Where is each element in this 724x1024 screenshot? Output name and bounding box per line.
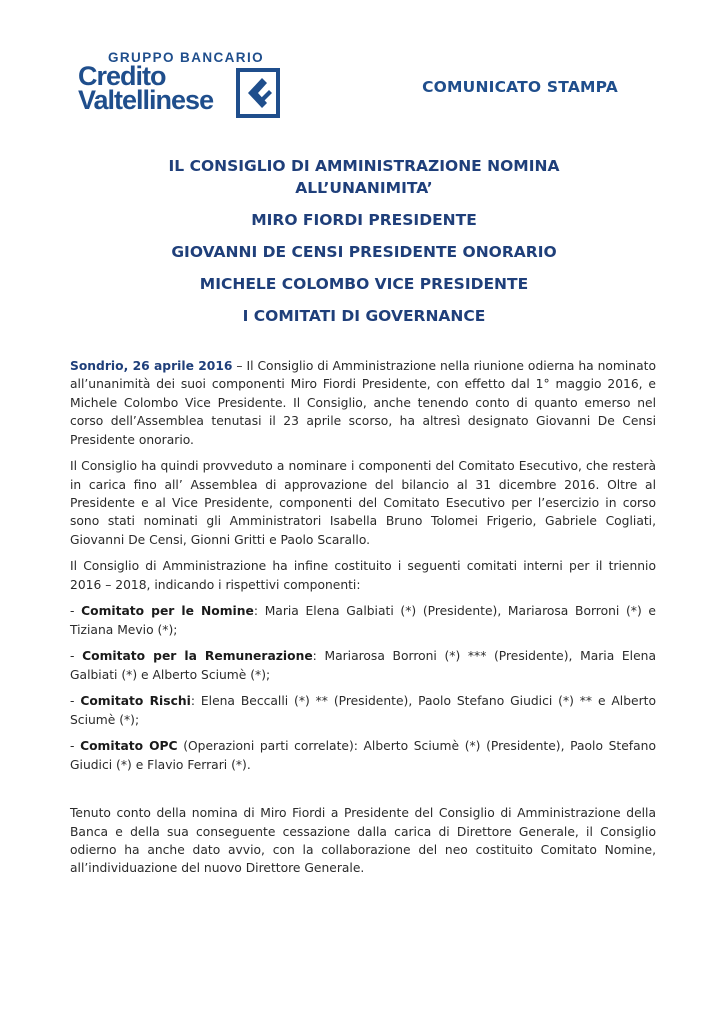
headline-line: I COMITATI DI GOVERNANCE [242,307,486,325]
headline-line: GIOVANNI DE CENSI PRESIDENTE ONORARIO [171,243,557,261]
paragraph [70,357,656,449]
logo-name-line1: Credito [78,61,166,91]
headline-line: ALL’UNANIMITA’ [295,179,433,197]
committee-name: Comitato OPC [80,739,178,754]
list-dash: - [70,694,81,709]
committee-members: : Elena Beccalli (*) ** (Presidente), Paolo Stefano Giudici (*) ** e Alberto Sciumè (*); [70,694,656,727]
headline-line: IL CONSIGLIO DI AMMINISTRAZIONE NOMINA [168,157,560,175]
press-release-label: COMUNICATO STAMPA [422,78,618,96]
committee-members: : Mariarosa Borroni (*) *** (Presidente), Maria Elena Galbiati (*) e Alberto Sciumè (*); [70,649,656,682]
committee-name: Comitato per la Remunerazione [82,649,313,664]
paragraph: Tenuto conto della nomina di Miro Fiordi a Presidente del Consiglio di Amministrazione della Banca e della sua conseguente cessazione dalla carica di Direttore Generale, il Consiglio odierno ha anche dato avvio, con la collaborazione del neo costituito Comitato Nomine, all’individuazione del nuovo Direttore Generale. [70,806,656,876]
list-dash: - [70,604,82,619]
committee-name: Comitato per le Nomine [81,604,254,619]
bank-logo [78,50,298,124]
headline-block [70,155,658,327]
headline-line: MICHELE COLOMBO VICE PRESIDENTE [199,275,529,293]
dateline: Sondrio, 26 aprile 2016 [70,359,233,373]
headline-line: MIRO FIORDI PRESIDENTE [251,211,477,229]
logo-bank-name [78,61,214,115]
committee-members: : Maria Elena Galbiati (*) (Presidente), Mariarosa Borroni (*) e Tiziana Mevio (*); [70,604,656,637]
logo-name-line2: Valtellinese [78,85,214,115]
paragraph: Il Consiglio di Amministrazione ha infine costituito i seguenti comitati interni per il triennio 2016 – 2018, indicando i rispettivi componenti: [70,559,656,592]
committee-item [70,602,656,639]
logo-group-label: GRUPPO BANCARIO [108,50,265,65]
logo-mark-icon [236,68,280,118]
list-dash: - [70,739,81,754]
committee-item [70,647,656,684]
committee-name: Comitato Rischi [80,694,191,709]
committee-item [70,737,656,774]
committee-item [70,692,656,729]
body-text [70,357,656,886]
paragraph: Il Consiglio ha quindi provveduto a nominare i componenti del Comitato Esecutivo, che resterà in carica fino all’ Assemblea di approvazione del bilancio al 31 dicembre 2016. Oltre al Presidente e al Vice Presidente, componenti del Comitato Esecutivo per l’esercizio in corso sono stati nominati gli Amministratori Isabella Bruno Tolomei Frigerio, Gabriele Cogliati, Giovanni De Censi, Gionni Gritti e Paolo Scarallo. [70,459,656,547]
paragraph-text: – Il Consiglio di Amministrazione nella riunione odierna ha nominato all’unanimità dei suoi componenti Miro Fiordi Presidente, con effetto dal 1° maggio 2016, e Michele Colombo Vice Presidente. Il Consiglio, anche tenendo conto di quanto emerso nel corso dell’Assemblea tenutasi il 23 aprile scorso, ha altresì designato Giovanni De Censi Presidente onorario. [70,359,656,447]
committee-members: (Operazioni parti correlate): Alberto Sciumè (*) (Presidente), Paolo Stefano Giudici (*) e Flavio Ferrari (*). [70,739,656,772]
list-dash: - [70,649,83,664]
